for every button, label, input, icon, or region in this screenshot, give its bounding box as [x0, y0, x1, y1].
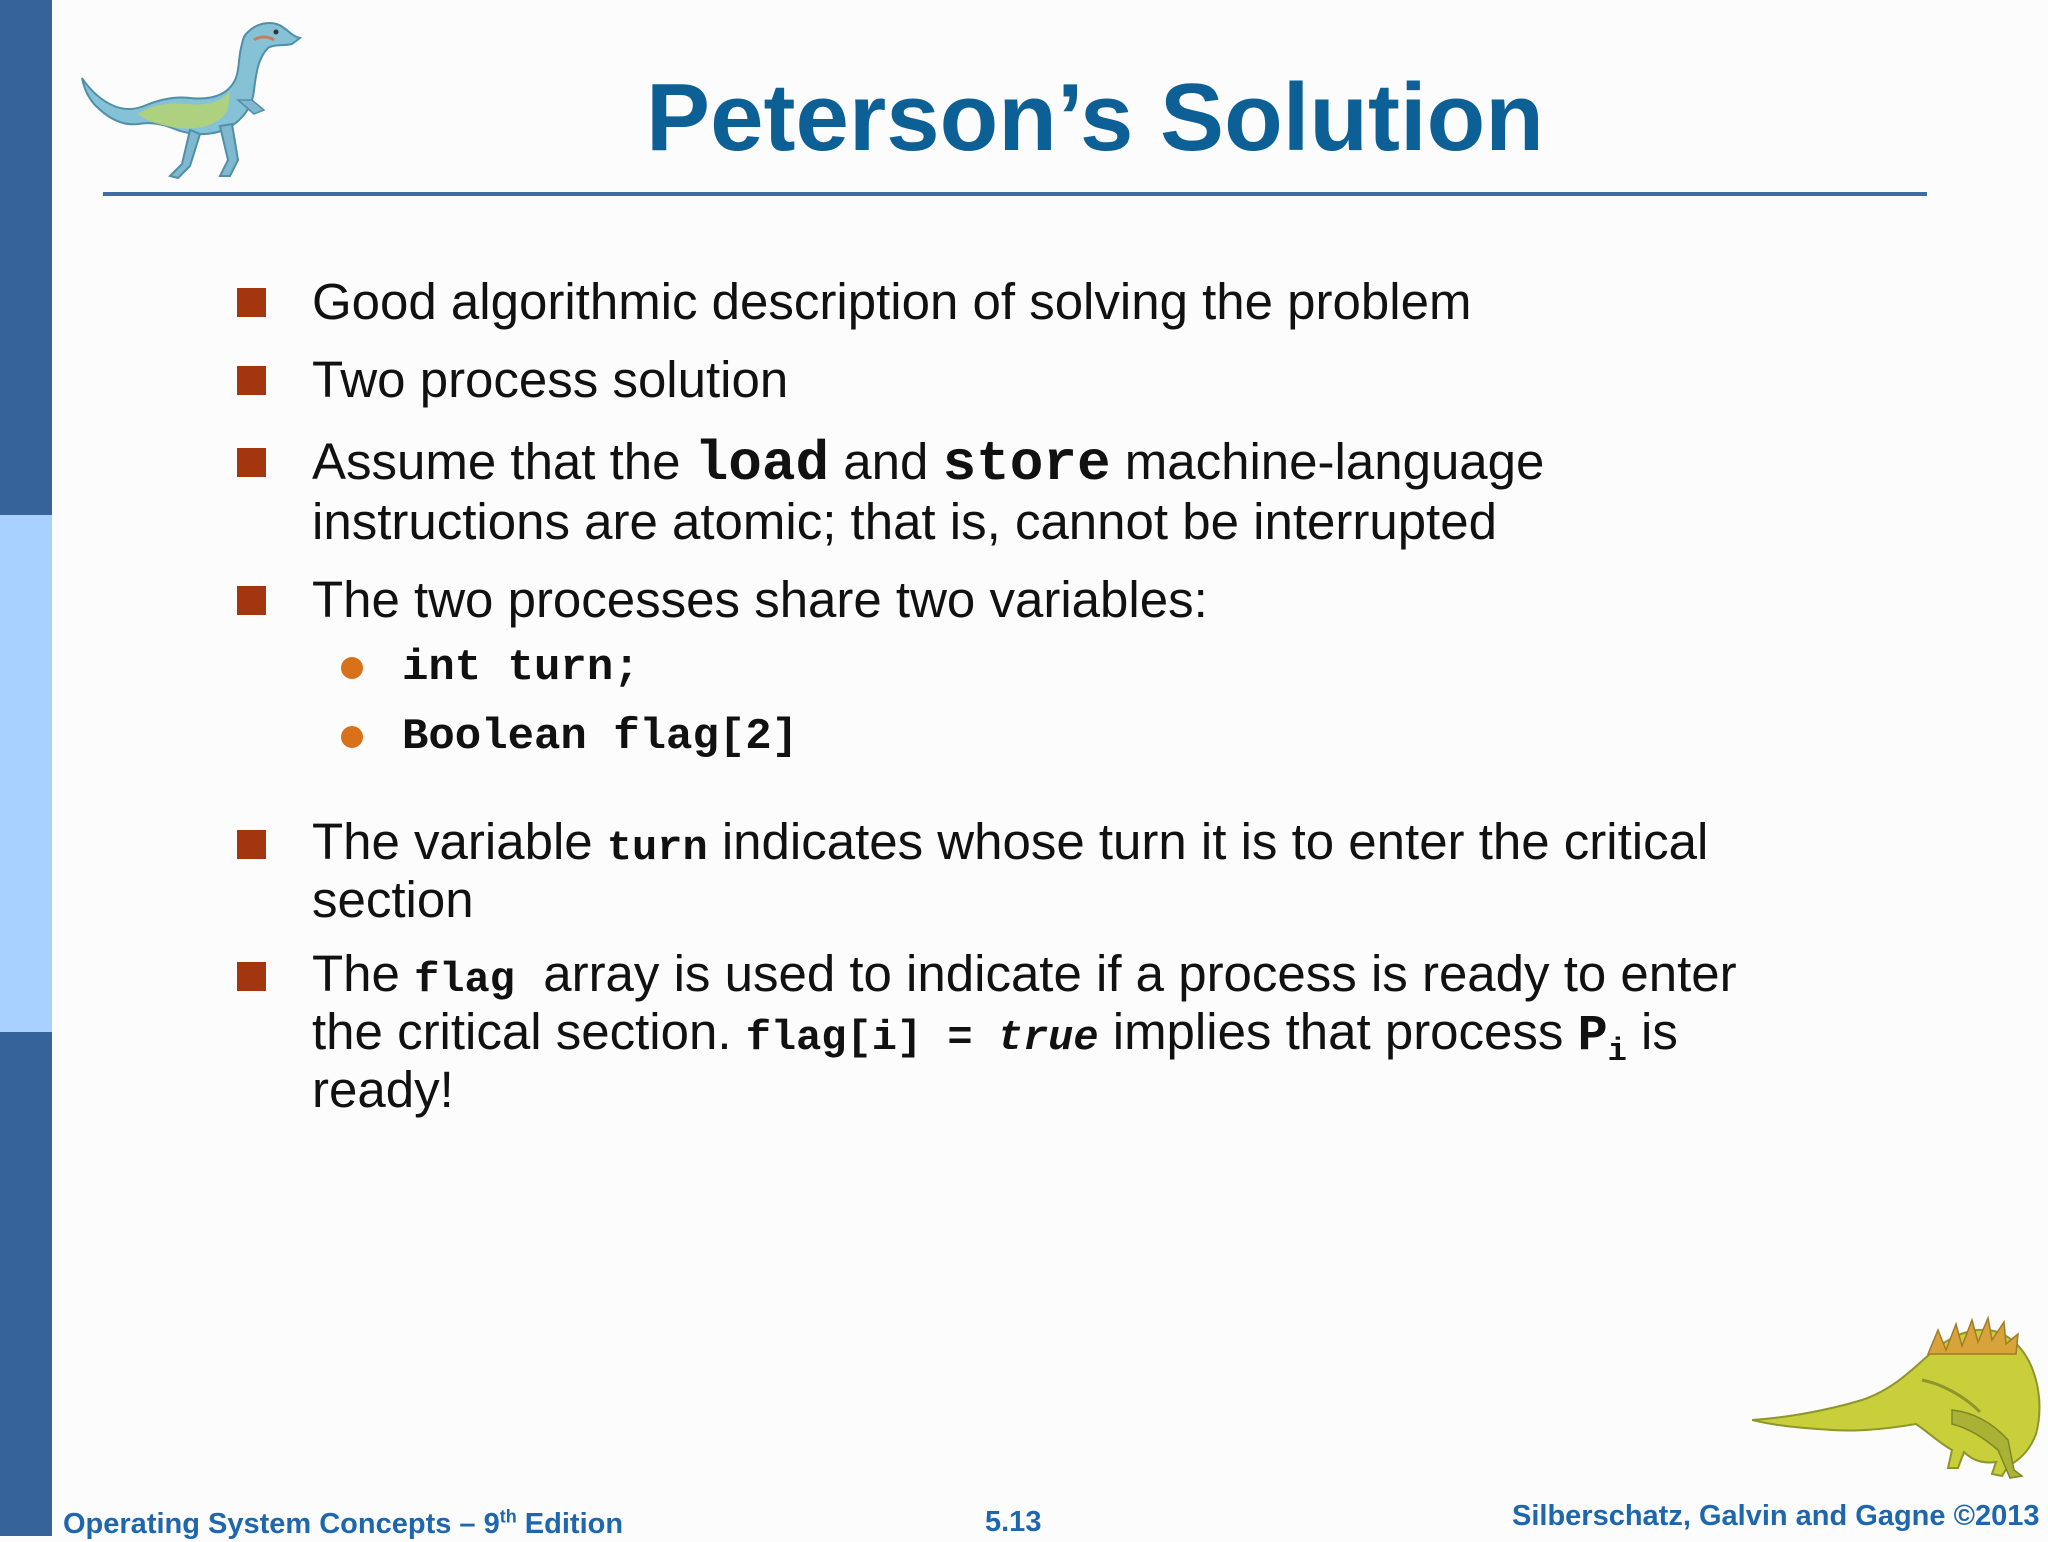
footer-slide-number: 5.13 [985, 1506, 1042, 1538]
bullet-dot-icon [341, 726, 363, 748]
bullet-square-icon [237, 288, 266, 317]
bullet-text-continuation: section [312, 871, 474, 928]
bullet-text: Good algorithmic description of solving the problem [312, 273, 1472, 330]
bullet-text-continuation: instructions are atomic; that is, cannot be interrupted [312, 493, 1497, 550]
bullet-square-icon [237, 586, 266, 615]
footer-book-title: Operating System Concepts – 9th Edition [63, 1506, 624, 1540]
bullet-text: The variable turn indicates whose turn it is to enter the critical [312, 813, 1709, 872]
sub-bullet-code: Boolean flag[2] [402, 712, 799, 762]
bullet-text: Assume that the load and store machine-language [312, 432, 1545, 496]
bullet-square-icon [237, 830, 266, 859]
slide-title: Peterson’s Solution [646, 64, 1544, 171]
bullet-square-icon [237, 366, 266, 395]
bullet-text: The flag array is used to indicate if a process is ready to enter [312, 945, 1737, 1004]
footer-copyright: Silberschatz, Galvin and Gagne ©2013 [1512, 1500, 2040, 1532]
bullet-square-icon [237, 962, 266, 991]
bullet-text-continuation: the critical section. flag[i] = true implies that process $P_i$ is [312, 1003, 1678, 1071]
dinosaur-icon [1752, 1300, 2048, 1486]
bullet-text-continuation: ready! [312, 1061, 454, 1118]
bullet-dot-icon [341, 657, 363, 679]
bullet-text: Two process solution [312, 351, 789, 408]
bullet-square-icon [237, 448, 266, 477]
bullet-text: The two processes share two variables: [312, 571, 1208, 628]
sub-bullet-code: int turn; [402, 643, 640, 693]
